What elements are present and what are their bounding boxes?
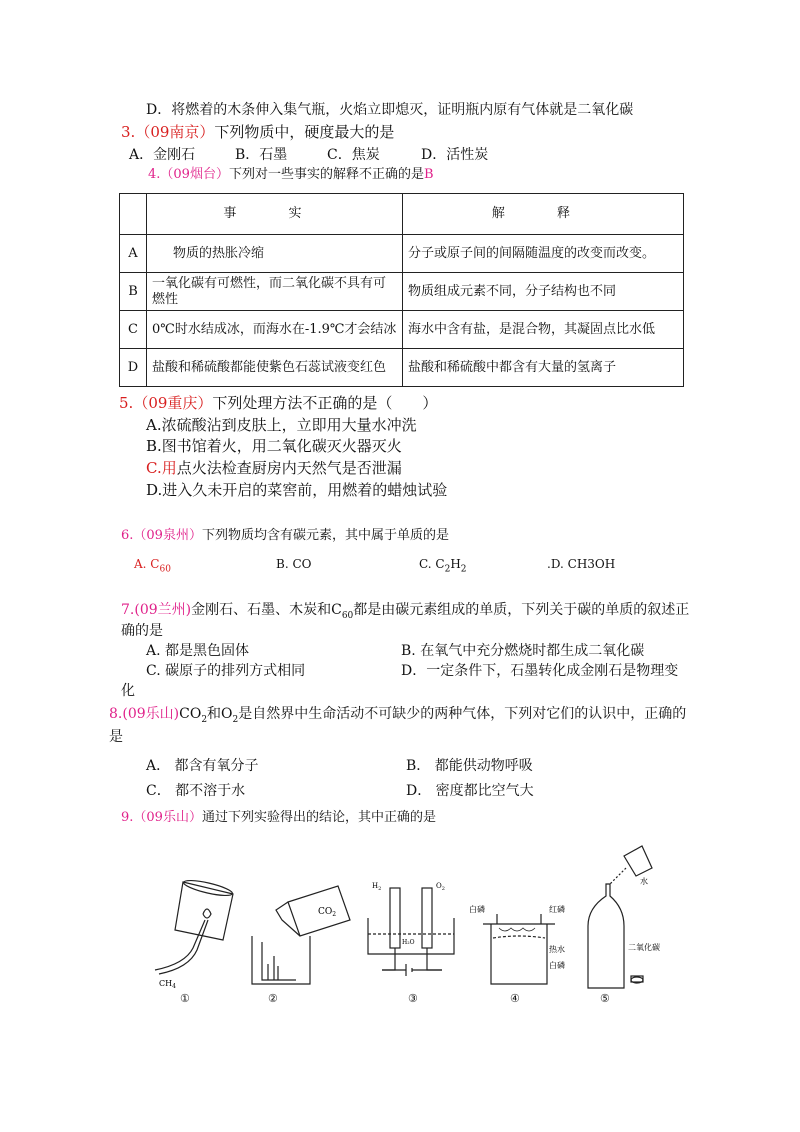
- q5-option-b: B.图书馆着火，用二氧化碳灭火器灭火: [146, 437, 402, 455]
- q4-stem: [148, 166, 434, 184]
- q8-option-b: B． 都能供动物呼吸: [406, 758, 533, 774]
- figure-2-number: ②: [268, 992, 278, 1005]
- white-phosphorus-label: 白磷: [469, 905, 485, 914]
- table-row: [120, 273, 684, 311]
- q7-option-a: A. 都是黑色固体: [146, 643, 250, 659]
- q4-answer: B: [423, 167, 434, 182]
- q6-option-a: A. $C_{60}$: [134, 557, 171, 575]
- q3-options: [129, 144, 488, 164]
- row-fact: 0℃时水结成冰，而海水在-1.9℃才会结冰: [147, 311, 403, 349]
- water-label: H₂O: [402, 939, 415, 946]
- ch4-label: $CH_4$: [159, 979, 176, 990]
- q8-option-c: C． 都不溶于水: [146, 783, 246, 799]
- q6-source: （09泉州）: [133, 528, 202, 543]
- q6-stem-text: 下列物质均含有碳元素，其中属于单质的是: [201, 528, 449, 543]
- q5-option-c: [146, 459, 402, 477]
- figure-4-phosphorus: [465, 900, 577, 990]
- q7-source: (09兰州): [134, 602, 192, 618]
- q7-number: 7.: [121, 602, 135, 618]
- q5-stem-text: 下列处理方法不正确的是（ ）: [212, 394, 438, 412]
- table-row: [120, 349, 684, 387]
- q8-option-a: A． 都含有氧分子: [146, 758, 259, 774]
- header-empty: [120, 194, 147, 235]
- q2-option-d: D．将燃着的木条伸入集气瓶，火焰立即熄灭，证明瓶内原有气体就是二氧化碳: [146, 102, 634, 118]
- header-explain: 解 释: [403, 194, 684, 235]
- row-explain: 物质组成元素不同，分子结构也不同: [403, 273, 684, 311]
- figure-3-number: ③: [408, 992, 418, 1005]
- row-explain: 分子或原子间的间隔随温度的改变而改变。: [403, 235, 684, 273]
- row-key: D: [120, 349, 147, 387]
- q6-options: [134, 557, 615, 574]
- q6-option-c: C. $C_2H_2$: [419, 557, 467, 575]
- row-key: C: [120, 311, 147, 349]
- q9-stem-text: 通过下列实验得出的结论，其中正确的是: [201, 810, 436, 825]
- q7-option-d: D．一定条件下，石墨转化成金刚石是物理变: [401, 663, 679, 679]
- co2-bottle-label: 二氧化碳: [628, 943, 660, 952]
- row-explain: 盐酸和稀硫酸中都含有大量的氢离子: [403, 349, 684, 387]
- row-key: B: [120, 273, 147, 311]
- q5-option-d: D.进入久未开启的菜窖前，用燃着的蜡烛试验: [146, 481, 448, 499]
- q3-option-d: D．活性炭: [421, 147, 489, 163]
- figure-5-bottle: [580, 842, 680, 992]
- row-key: A: [120, 235, 147, 273]
- figure-2-co2-candles: [248, 880, 358, 990]
- q5-stem: [119, 394, 437, 412]
- figure-1-ch4-burning: [145, 878, 245, 990]
- table-row: [120, 235, 684, 273]
- o2-label: $O_2$: [436, 882, 445, 892]
- q5-option-c-text: 点火法检查厨房内天然气是否泄漏: [176, 459, 402, 477]
- figure-1-number: ①: [180, 992, 190, 1005]
- q3-stem-text: 下列物质中，硬度最大的是: [214, 123, 395, 141]
- white-phosphorus-2-label: 白磷: [549, 961, 565, 970]
- row-fact: 一氧化碳有可燃性，而二氧化碳不具有可燃性: [147, 273, 403, 311]
- q9-number: 9.: [121, 810, 134, 825]
- q9-stem: [121, 809, 436, 827]
- q6-option-d: .D. CH3OH: [547, 557, 616, 571]
- q5-option-a: A.浓硫酸沾到皮肤上，立即用大量水冲洗: [146, 416, 417, 434]
- water-bottle-label: 水: [640, 877, 648, 886]
- row-fact: 物质的热胀冷缩: [147, 235, 403, 273]
- q5-source: （09重庆）: [133, 394, 213, 412]
- q7-option-c: C. 碳原子的排列方式相同: [146, 663, 306, 679]
- q4-source: 4.（09烟台）: [148, 167, 229, 182]
- q8-stem-cont: 是: [109, 729, 123, 745]
- q3-number: 3.: [121, 123, 136, 141]
- q3-option-c: C．焦炭: [327, 147, 380, 163]
- table-row: [120, 311, 684, 349]
- q9-source: （09乐山）: [133, 810, 202, 825]
- q8-number: 8.: [109, 706, 123, 722]
- row-explain: 海水中含有盐，是混合物，其凝固点比水低: [403, 311, 684, 349]
- table-header: [120, 194, 684, 235]
- h2-label: $H_2$: [372, 882, 382, 892]
- q6-option-b: B. CO: [276, 557, 312, 571]
- row-fact: 盐酸和稀硫酸都能使紫色石蕊试液变红色: [147, 349, 403, 387]
- red-phosphorus-label: 红磷: [549, 905, 565, 914]
- q5-number: 5.: [119, 394, 134, 412]
- co2-label: $CO_2$: [318, 907, 337, 918]
- q7-stem: 7.(09兰州)金刚石、石墨、木炭和$C_{60}$都是由碳元素组成的单质，下列关于碳的单质的叙述正: [121, 602, 690, 621]
- facts-table: [119, 193, 684, 387]
- figure-5-number: ⑤: [600, 992, 610, 1005]
- q7-stem-cont: 确的是: [121, 623, 163, 639]
- q3-option-a: A．金刚石: [129, 147, 196, 163]
- q5-option-c-mark: C.用: [146, 459, 177, 477]
- figure-4-number: ④: [510, 992, 520, 1005]
- q6-stem: [121, 527, 449, 545]
- q3-source: （09南京）: [135, 123, 215, 141]
- q8-source: (09乐山): [122, 706, 180, 722]
- q6-number: 6.: [121, 528, 134, 543]
- q8-stem: 8.(09乐山)$CO_2$和$O_2$是自然界中生命活动不可缺少的两种气体，下列对它们的认识中，正确的: [109, 706, 687, 725]
- q7-option-b: B. 在氧气中充分燃烧时都生成二氧化碳: [401, 643, 645, 659]
- q4-stem-text: 下列对一些事实的解释不正确的是: [228, 167, 424, 182]
- q8-option-d: D． 密度都比空气大: [406, 783, 534, 799]
- figure-3-electrolysis: [362, 878, 462, 990]
- q7-option-d-cont: 化: [121, 683, 135, 699]
- hot-water-label: 热水: [549, 945, 565, 954]
- q3-option-b: B．石墨: [235, 147, 288, 163]
- header-fact: 事 实: [147, 194, 403, 235]
- q3-stem: [121, 123, 394, 141]
